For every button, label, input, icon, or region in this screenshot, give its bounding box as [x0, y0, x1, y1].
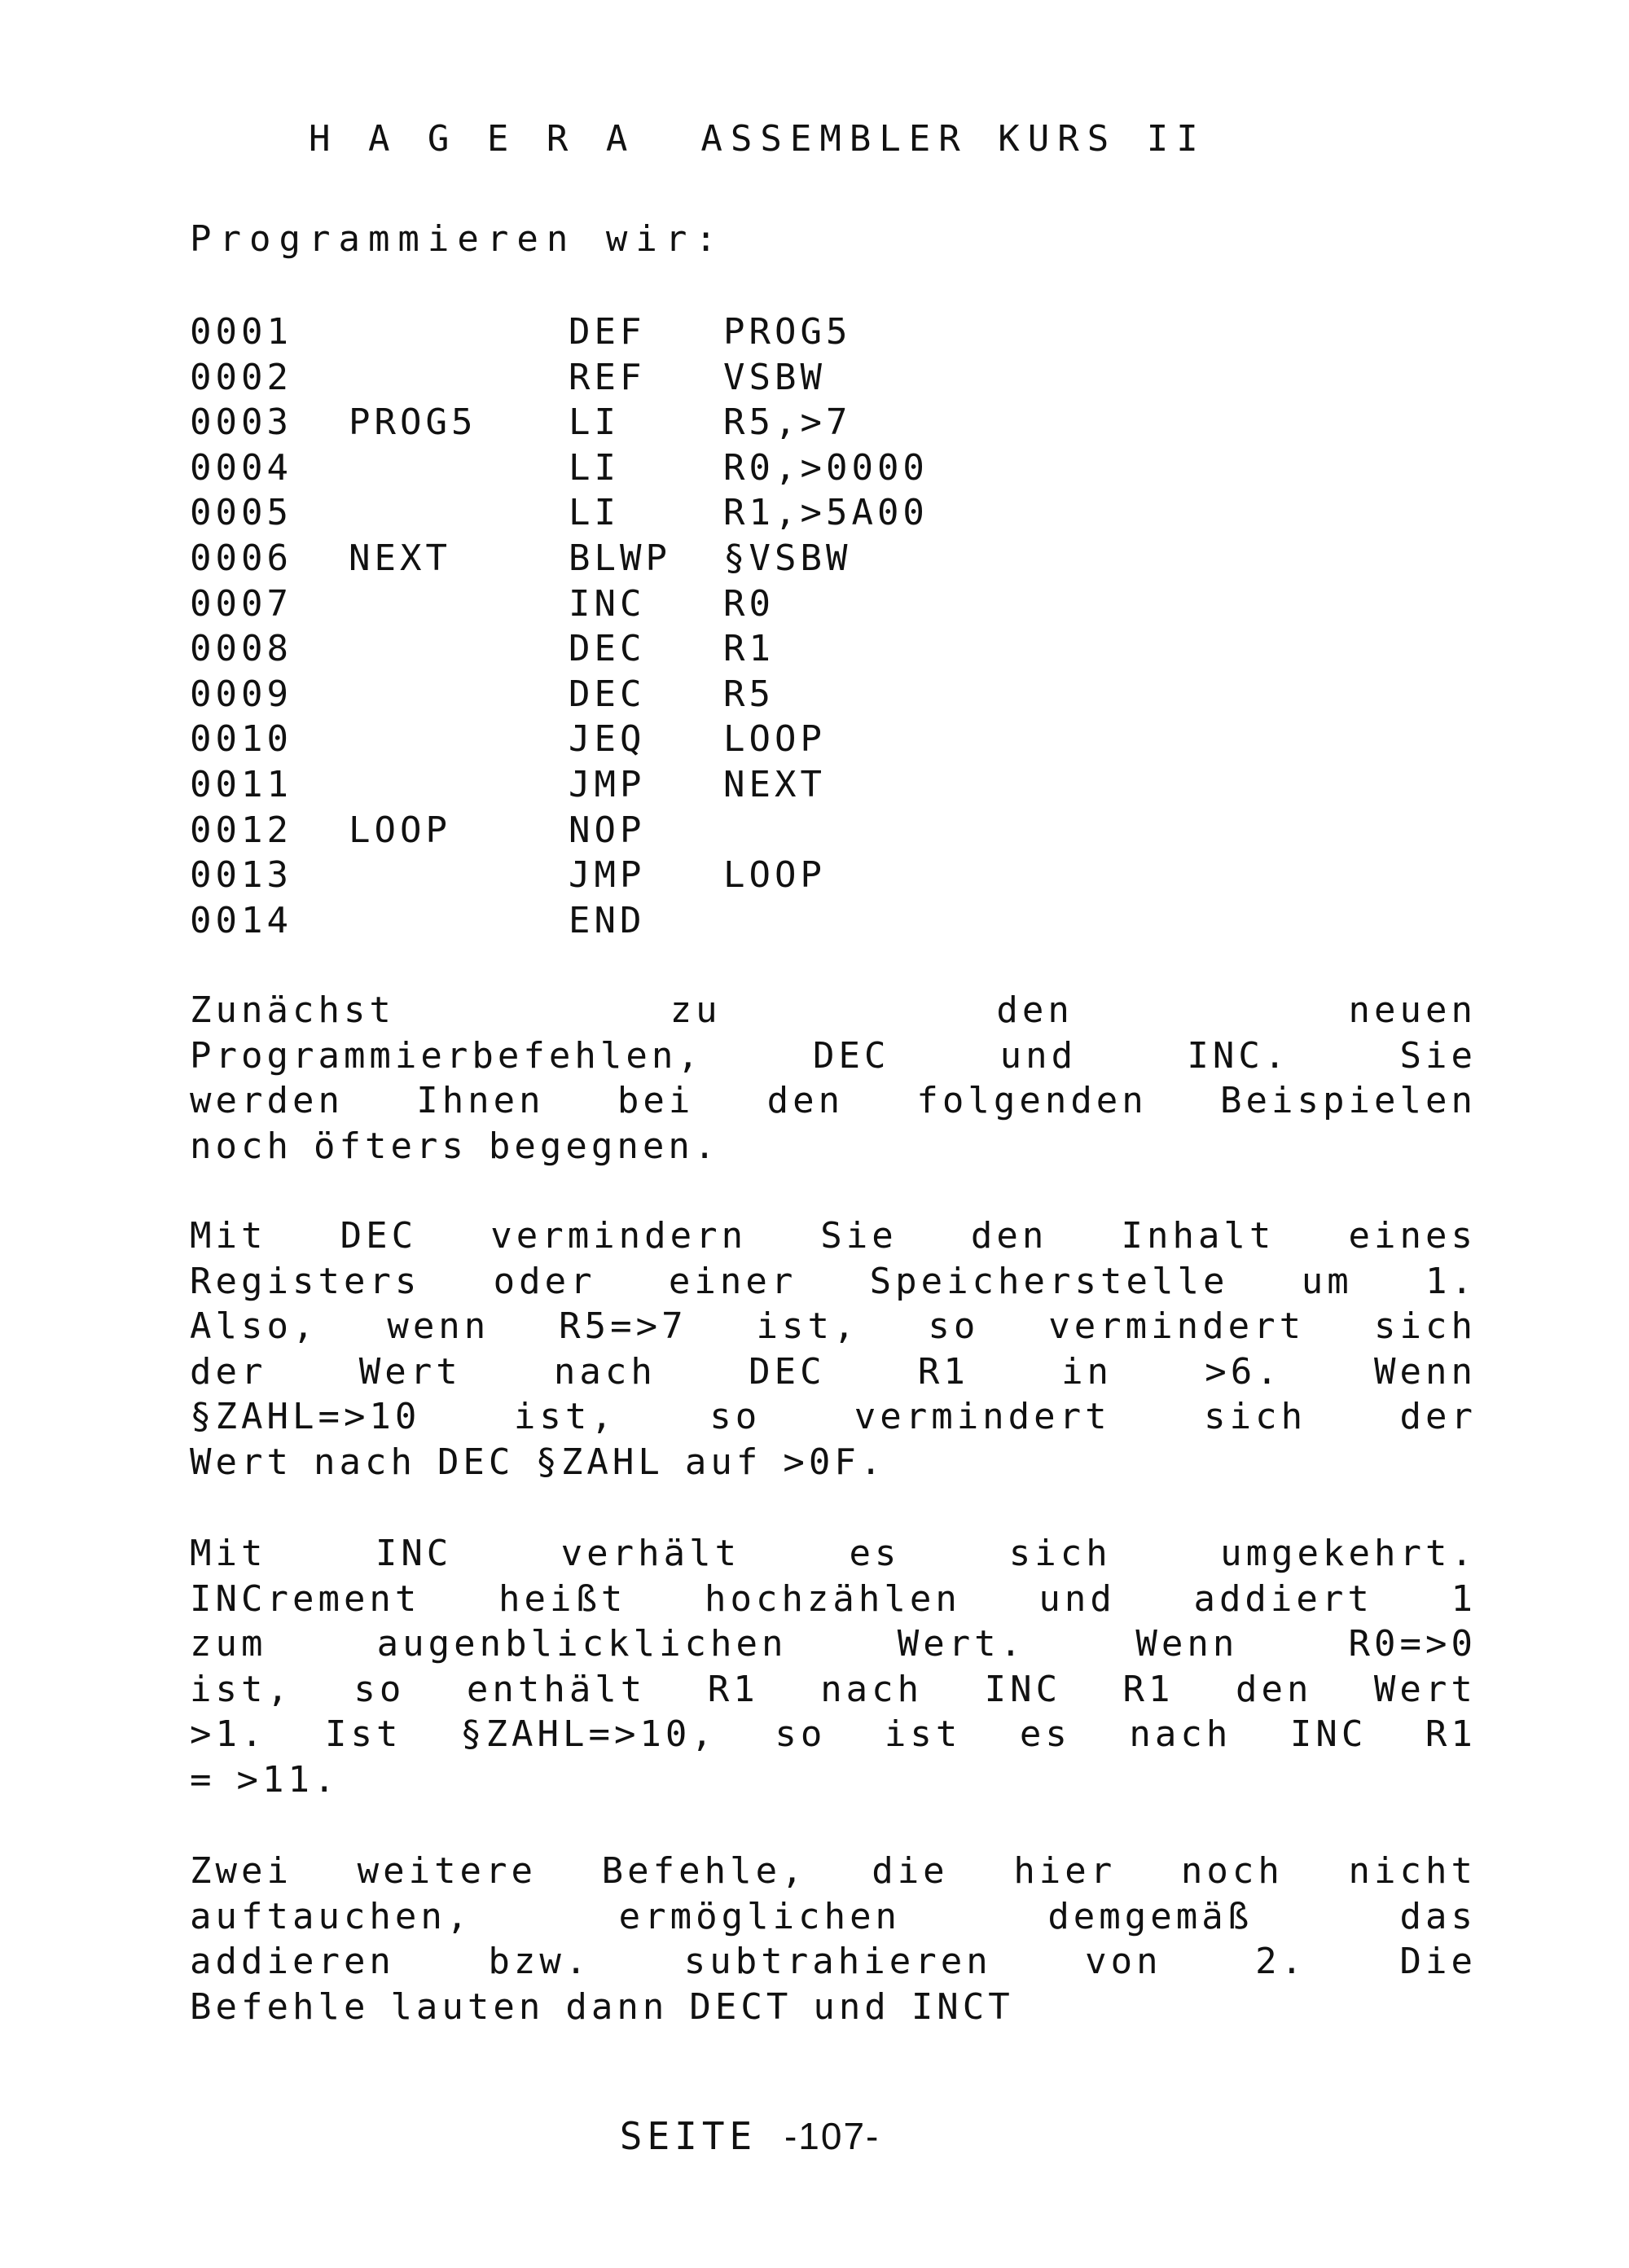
- word: sich: [1373, 1305, 1477, 1348]
- word: einer: [668, 1260, 797, 1302]
- word: addieren: [190, 1941, 395, 1983]
- word: Mit: [190, 1215, 267, 1257]
- word: und: [813, 1985, 890, 2028]
- word: nach: [313, 1441, 416, 1483]
- word: INC.: [1187, 1034, 1290, 1077]
- word: Also,: [190, 1305, 318, 1348]
- word: Wert: [1373, 1668, 1477, 1710]
- word: Sie: [820, 1215, 898, 1257]
- word: so: [353, 1668, 406, 1710]
- word: den: [996, 989, 1074, 1031]
- word: Zunächst: [190, 989, 395, 1031]
- code-line: [190, 900, 1167, 945]
- code-opcode: INC: [569, 582, 646, 625]
- word: Wenn: [1135, 1623, 1239, 1665]
- paragraph-2: [190, 1213, 1477, 1485]
- word: hier: [1013, 1850, 1117, 1892]
- text-line: [190, 1213, 1477, 1259]
- word: es: [1019, 1713, 1071, 1756]
- word: §ZAHL=>10: [190, 1396, 421, 1438]
- word: nach: [820, 1668, 924, 1710]
- line-number: 0014: [190, 899, 292, 941]
- word: das: [1399, 1895, 1477, 1937]
- word: nicht: [1348, 1850, 1477, 1892]
- word: bei: [617, 1080, 695, 1122]
- code-line: [190, 809, 1167, 855]
- code-opcode: NOP: [569, 809, 646, 851]
- word: 1.: [1425, 1260, 1477, 1302]
- word: Inhalt: [1121, 1215, 1276, 1257]
- word: so: [928, 1305, 980, 1348]
- line-number: 0005: [190, 492, 292, 534]
- code-opcode: DEC: [569, 673, 646, 715]
- word: der: [190, 1350, 267, 1393]
- text-line: [190, 1985, 1477, 2030]
- word: §ZAHL=>10,: [460, 1713, 717, 1756]
- text-line: [190, 1577, 1477, 1622]
- code-line: [190, 673, 1167, 719]
- text-line: [190, 1124, 1477, 1169]
- word: begegnen.: [488, 1125, 720, 1167]
- code-operand: VSBW: [723, 356, 826, 398]
- word: >6.: [1205, 1350, 1282, 1393]
- code-opcode: JEQ: [569, 718, 646, 761]
- text-line: [190, 1033, 1477, 1079]
- word: Wert: [190, 1441, 292, 1483]
- text-line: [190, 1757, 1477, 1803]
- word: Ihnen: [416, 1080, 545, 1122]
- word: der: [1399, 1396, 1477, 1438]
- word: oder: [493, 1260, 596, 1302]
- word: DEC: [749, 1350, 826, 1393]
- word: Registers: [190, 1260, 421, 1302]
- text-line: [190, 1531, 1477, 1577]
- word: Wert: [358, 1350, 462, 1393]
- word: §ZAHL: [535, 1441, 664, 1483]
- line-number: 0010: [190, 718, 292, 761]
- word: den: [970, 1215, 1048, 1257]
- code-line: [190, 583, 1167, 629]
- word: R5=>7: [559, 1305, 687, 1348]
- word: umgekehrt.: [1220, 1533, 1477, 1574]
- header-brand: H A G E R A: [308, 118, 636, 160]
- code-line: [190, 854, 1167, 900]
- word: noch: [1180, 1850, 1284, 1892]
- code-line: [190, 447, 1167, 493]
- text-line: [190, 1394, 1477, 1440]
- code-operand: PROG5: [723, 311, 852, 353]
- text-line: [190, 1259, 1477, 1305]
- code-operand: §VSBW: [723, 537, 852, 579]
- word: öfters: [313, 1125, 468, 1167]
- text-line: [190, 1304, 1477, 1349]
- word: ist,: [190, 1668, 292, 1710]
- word: um: [1301, 1260, 1353, 1302]
- word: 1: [1451, 1577, 1477, 1620]
- footer-label: SEITE: [619, 2114, 757, 2158]
- word: >11.: [236, 1758, 340, 1801]
- text-line: [190, 1894, 1477, 1940]
- word: und: [999, 1034, 1078, 1077]
- word: zu: [670, 989, 722, 1031]
- word: und: [1038, 1577, 1116, 1620]
- code-operand: R1,>5A00: [723, 492, 929, 534]
- page-number: -107-: [784, 2115, 880, 2157]
- word: neuen: [1348, 989, 1477, 1031]
- word: nach: [1129, 1713, 1232, 1756]
- word: Mit: [190, 1533, 267, 1574]
- word: Ist: [325, 1713, 402, 1756]
- word: Speicherstelle: [869, 1260, 1229, 1302]
- word: ist: [884, 1713, 962, 1756]
- code-opcode: DEF: [569, 311, 646, 353]
- code-operand: R5: [723, 673, 775, 715]
- word: R1: [1425, 1713, 1477, 1756]
- word: nach: [553, 1350, 656, 1393]
- word: heißt: [498, 1577, 627, 1620]
- code-opcode: JMP: [569, 763, 646, 805]
- word: Wenn: [1374, 1350, 1477, 1393]
- paragraph-3: [190, 1531, 1477, 1803]
- word: INC: [984, 1668, 1062, 1710]
- line-number: 0011: [190, 763, 292, 805]
- word: INC: [1289, 1713, 1368, 1756]
- word: ist,: [513, 1396, 617, 1438]
- word: den: [1235, 1668, 1313, 1710]
- code-label: NEXT: [349, 537, 451, 579]
- word: vermindert: [1048, 1305, 1306, 1348]
- word: Die: [1399, 1941, 1477, 1983]
- line-number: 0002: [190, 356, 292, 398]
- text-line: [190, 988, 1477, 1033]
- word: so: [709, 1396, 762, 1438]
- code-listing: [190, 311, 1167, 945]
- code-label: PROG5: [349, 401, 477, 444]
- code-opcode: LI: [569, 446, 620, 489]
- text-line: [190, 1440, 1477, 1485]
- code-line: [190, 764, 1167, 809]
- word: noch: [190, 1125, 292, 1167]
- word: sich: [1204, 1396, 1307, 1438]
- text-line: [190, 1621, 1477, 1667]
- word: Programmierbefehlen,: [190, 1034, 703, 1077]
- word: R0=>0: [1348, 1623, 1477, 1665]
- word: R1: [1122, 1668, 1175, 1710]
- code-line: [190, 718, 1167, 764]
- word: vermindern: [490, 1215, 748, 1257]
- word: so: [775, 1713, 827, 1756]
- word: Zwei: [190, 1850, 292, 1892]
- word: DEC: [813, 1034, 890, 1077]
- code-opcode: JMP: [569, 854, 646, 897]
- word: =: [190, 1758, 216, 1801]
- word: INC: [375, 1533, 453, 1574]
- word: vermindert: [854, 1396, 1111, 1438]
- word: Wert.: [897, 1623, 1026, 1665]
- code-line: [190, 357, 1167, 402]
- word: DEC: [437, 1441, 515, 1483]
- word: bzw.: [488, 1941, 591, 1983]
- code-operand: R1: [723, 628, 775, 670]
- word: >0F.: [783, 1441, 886, 1483]
- word: den: [766, 1080, 845, 1122]
- line-number: 0006: [190, 537, 292, 579]
- line-number: 0008: [190, 628, 292, 670]
- header-course-title: ASSEMBLER KURS II: [700, 118, 1206, 160]
- word: Beispielen: [1220, 1080, 1477, 1122]
- word: INCT: [911, 1985, 1014, 2028]
- paragraph-4: [190, 1849, 1477, 2029]
- word: subtrahieren: [683, 1941, 992, 1983]
- line-number: 0004: [190, 446, 292, 489]
- code-operand: NEXT: [723, 763, 826, 805]
- word: von: [1085, 1941, 1162, 1983]
- word: weitere: [357, 1850, 538, 1892]
- word: Befehle,: [601, 1850, 807, 1892]
- word: addiert: [1193, 1577, 1373, 1620]
- line-number: 0013: [190, 854, 292, 897]
- code-line: [190, 311, 1167, 357]
- word: DEC: [340, 1215, 418, 1257]
- line-number: 0012: [190, 809, 292, 851]
- word: demgemäß: [1047, 1895, 1254, 1937]
- word: hochzählen: [704, 1577, 961, 1620]
- word: verhält: [560, 1533, 741, 1574]
- word: werden: [190, 1080, 344, 1122]
- word: auf: [684, 1441, 762, 1483]
- word: R1: [707, 1668, 759, 1710]
- word: eines: [1348, 1215, 1477, 1257]
- paragraph-1: [190, 988, 1477, 1169]
- intro-text: Programmieren wir:: [190, 218, 725, 260]
- text-line: [190, 1349, 1477, 1395]
- word: sich: [1008, 1533, 1112, 1574]
- word: INCrement: [190, 1577, 421, 1620]
- code-operand: LOOP: [723, 718, 826, 761]
- code-operand: R0,>0000: [723, 446, 929, 489]
- word: ist,: [756, 1305, 859, 1348]
- code-line: [190, 401, 1167, 447]
- code-line: [190, 492, 1167, 537]
- code-opcode: END: [569, 899, 646, 941]
- text-line: [190, 1849, 1477, 1894]
- text-line: [190, 1939, 1477, 1985]
- code-opcode: LI: [569, 492, 620, 534]
- word: zum: [190, 1623, 267, 1665]
- word: enthält: [466, 1668, 647, 1710]
- word: die: [872, 1850, 949, 1892]
- text-line: [190, 1078, 1477, 1124]
- code-operand: LOOP: [723, 854, 826, 897]
- code-opcode: DEC: [569, 628, 646, 670]
- code-opcode: BLWP: [569, 537, 671, 579]
- text-line: [190, 1712, 1477, 1757]
- word: 2.: [1255, 1941, 1307, 1983]
- word: Sie: [1399, 1034, 1477, 1077]
- line-number: 0003: [190, 401, 292, 444]
- code-operand: R5,>7: [723, 401, 852, 444]
- word: augenblicklichen: [376, 1623, 788, 1665]
- word: >1.: [190, 1713, 267, 1756]
- line-number: 0009: [190, 673, 292, 715]
- line-number: 0001: [190, 311, 292, 353]
- word: ermöglichen: [618, 1895, 902, 1937]
- code-opcode: REF: [569, 356, 646, 398]
- code-label: LOOP: [349, 809, 451, 851]
- code-opcode: LI: [569, 401, 620, 444]
- word: lauten: [390, 1985, 545, 2028]
- word: wenn: [387, 1305, 490, 1348]
- word: R1: [917, 1350, 969, 1393]
- word: DECT: [689, 1985, 793, 2028]
- code-operand: R0: [723, 582, 775, 625]
- line-number: 0007: [190, 582, 292, 625]
- word: dann: [565, 1985, 669, 2028]
- code-line: [190, 628, 1167, 673]
- word: in: [1061, 1350, 1113, 1393]
- word: folgenden: [916, 1080, 1148, 1122]
- word: auftauchen,: [190, 1895, 472, 1937]
- page-footer: [510, 2070, 880, 2202]
- text-line: [190, 1667, 1477, 1713]
- word: Befehle: [190, 1985, 370, 2028]
- code-line: [190, 537, 1167, 583]
- page-header: [190, 86, 1206, 193]
- word: es: [849, 1533, 901, 1574]
